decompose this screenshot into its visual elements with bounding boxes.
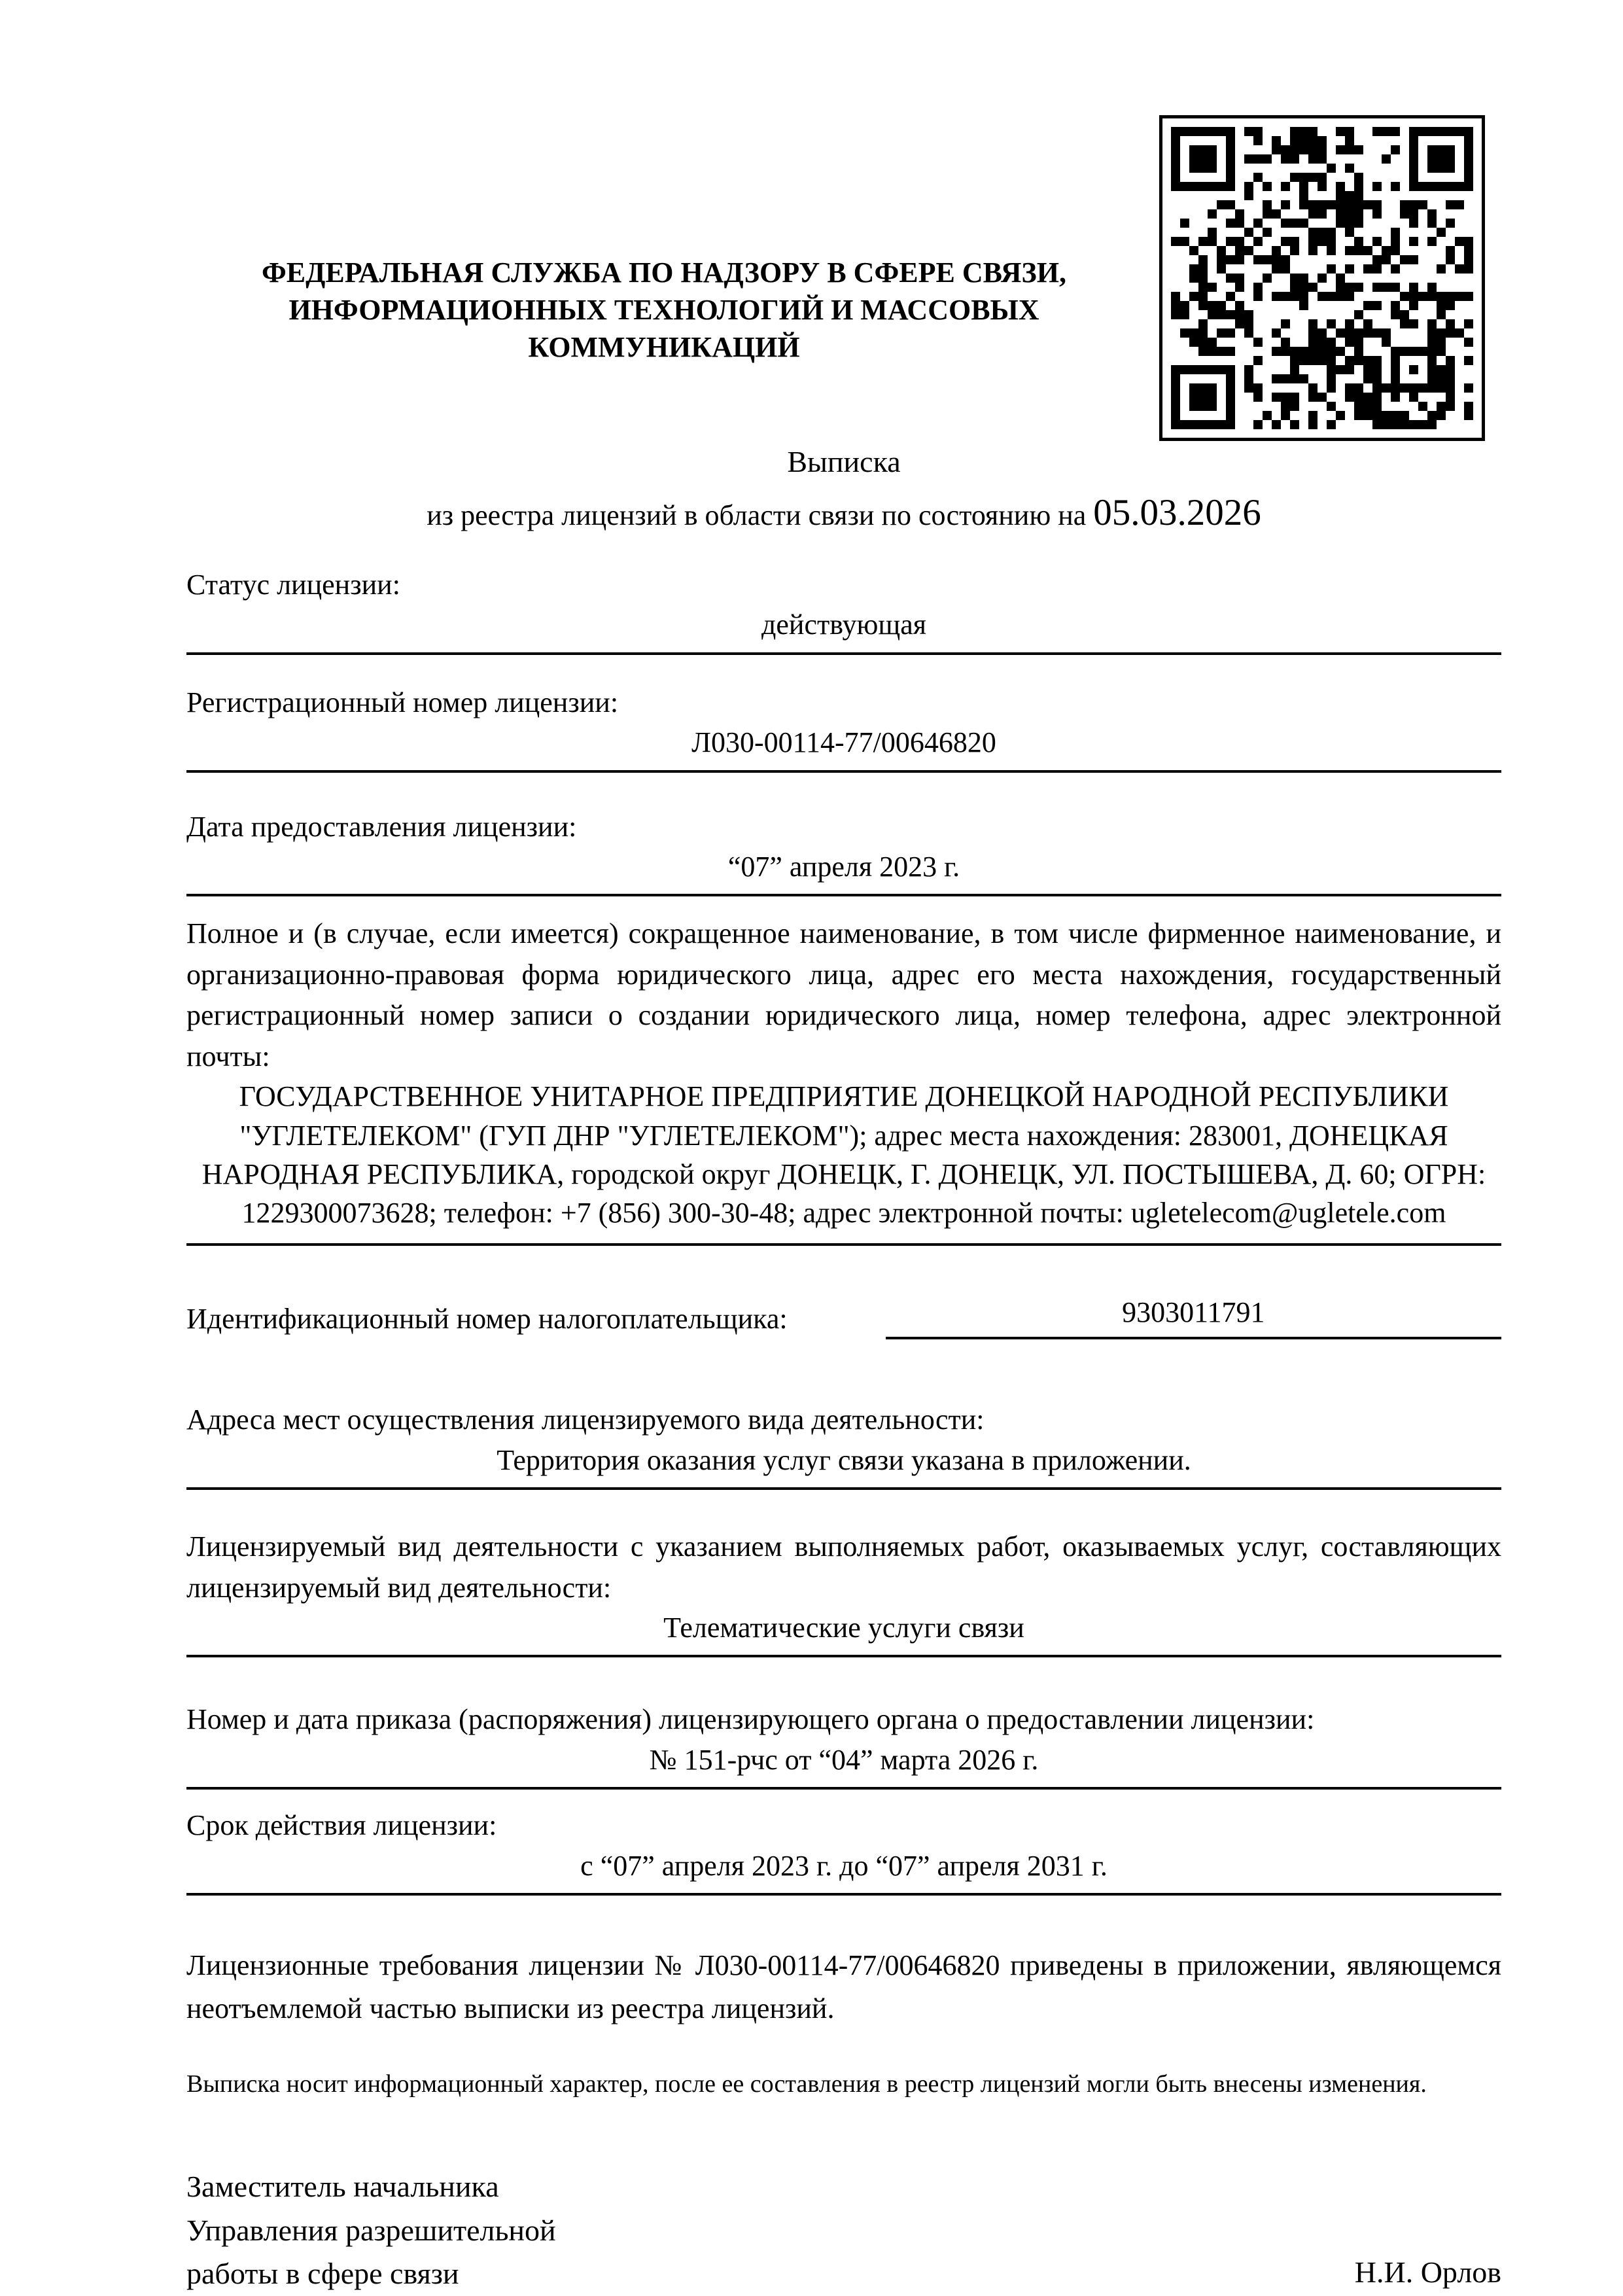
- signer-position-line: Управления разрешительной: [186, 2213, 556, 2247]
- field-grant-date: [186, 807, 1501, 897]
- field-value: 9303011791: [886, 1293, 1501, 1339]
- field-taxpayer-id: [186, 1293, 1501, 1339]
- field-order-number-date: [186, 1699, 1501, 1790]
- field-value: № 151-рчс от “04” марта 2026 г.: [186, 1740, 1501, 1790]
- field-licensed-activity: [186, 1527, 1501, 1657]
- signer-name: Н.И. Орлов: [1354, 2255, 1501, 2289]
- field-label: Адреса мест осуществления лицензируемого вида деятельности:: [186, 1404, 985, 1436]
- field-value: с “07” апреля 2023 г. до “07” апреля 2031 г.: [186, 1846, 1501, 1896]
- field-value: Телематические услуги связи: [186, 1608, 1501, 1657]
- signature-block: [186, 2165, 1501, 2296]
- field-label: Полное и (в случае, если имеется) сокращенное наименование, в том числе фирменное наименование, и организационно-правовая форма юридического лица, адрес его места нахождения, государственный регистрационный номер записи о создании юридического лица, номер телефона, адрес электронной почты:: [186, 917, 1501, 1072]
- informational-note: Выписка носит информационный характер, после ее составления в реестр лицензий могли быть внесены изменения.: [186, 2070, 1427, 2098]
- field-value: Территория оказания услуг связи указана в приложении.: [186, 1441, 1501, 1490]
- field-license-term: [186, 1805, 1501, 1896]
- agency-header: ФЕДЕРАЛЬНАЯ СЛУЖБА ПО НАДЗОРУ В СФЕРЕ СВЯЗИ, ИНФОРМАЦИОННЫХ ТЕХНОЛОГИЙ И МАССОВЫХ КОММУНИКАЦИЙ: [262, 256, 1066, 364]
- field-activity-addresses: [186, 1400, 1501, 1490]
- document-subtitle: [186, 489, 1501, 537]
- field-label: Статус лицензии:: [186, 568, 400, 601]
- signer-position-line: Заместитель начальника: [186, 2170, 499, 2204]
- field-label: Лицензируемый вид деятельности с указанием выполняемых работ, оказываемых услуг, составляющих лицензируемый вид деятельности:: [186, 1530, 1501, 1604]
- qr-code: [1159, 115, 1485, 441]
- signer-position-line: работы в сфере связи: [186, 2257, 459, 2291]
- field-label: Регистрационный номер лицензии:: [186, 686, 619, 718]
- field-value: Л030-00114-77/00646820: [186, 723, 1501, 772]
- as-of-date: 05.03.2026: [1093, 491, 1261, 533]
- field-value: ГОСУДАРСТВЕННОЕ УНИТАРНОЕ ПРЕДПРИЯТИЕ ДОНЕЦКОЙ НАРОДНОЙ РЕСПУБЛИКИ "УГЛЕТЕЛЕКОМ" (ГУП ДНР "УГЛЕТЕЛЕКОМ"); адрес места нахождения: 283001, ДОНЕЦКАЯ НАРОДНАЯ РЕСПУБЛИКА, городской округ ДОНЕЦК, Г. ДОНЕЦК, УЛ. ПОСТЫШЕВА, Д. 60; ОГРН: 1229300073628; телефон: +7 (856) 300-30-48; адрес электронной почты: ugletelecom@ugletele.com: [186, 1077, 1501, 1246]
- subtitle-text: из реестра лицензий в области связи по состоянию на: [427, 499, 1094, 531]
- field-value: “07” апреля 2023 г.: [186, 847, 1501, 896]
- document-title: Выписка: [787, 444, 901, 478]
- field-license-status: [186, 565, 1501, 655]
- field-value: действующая: [186, 605, 1501, 654]
- field-label: Дата предоставления лицензии:: [186, 810, 577, 843]
- field-registration-number: [186, 682, 1501, 773]
- qr-code-image: [1171, 127, 1473, 429]
- field-label: Срок действия лицензии:: [186, 1809, 497, 1842]
- field-company-name: [186, 913, 1501, 1245]
- field-label: Идентификационный номер налогоплательщика:: [186, 1302, 788, 1335]
- license-requirements-note: Лицензионные требования лицензии № Л030-00114-77/00646820 приведены в приложении, являющемся неотъемлемой частью выписки из реестра лицензий.: [186, 1949, 1501, 2025]
- signer-position: [186, 2165, 556, 2296]
- field-label: Номер и дата приказа (распоряжения) лицензирующего органа о предоставлении лицензии:: [186, 1703, 1315, 1736]
